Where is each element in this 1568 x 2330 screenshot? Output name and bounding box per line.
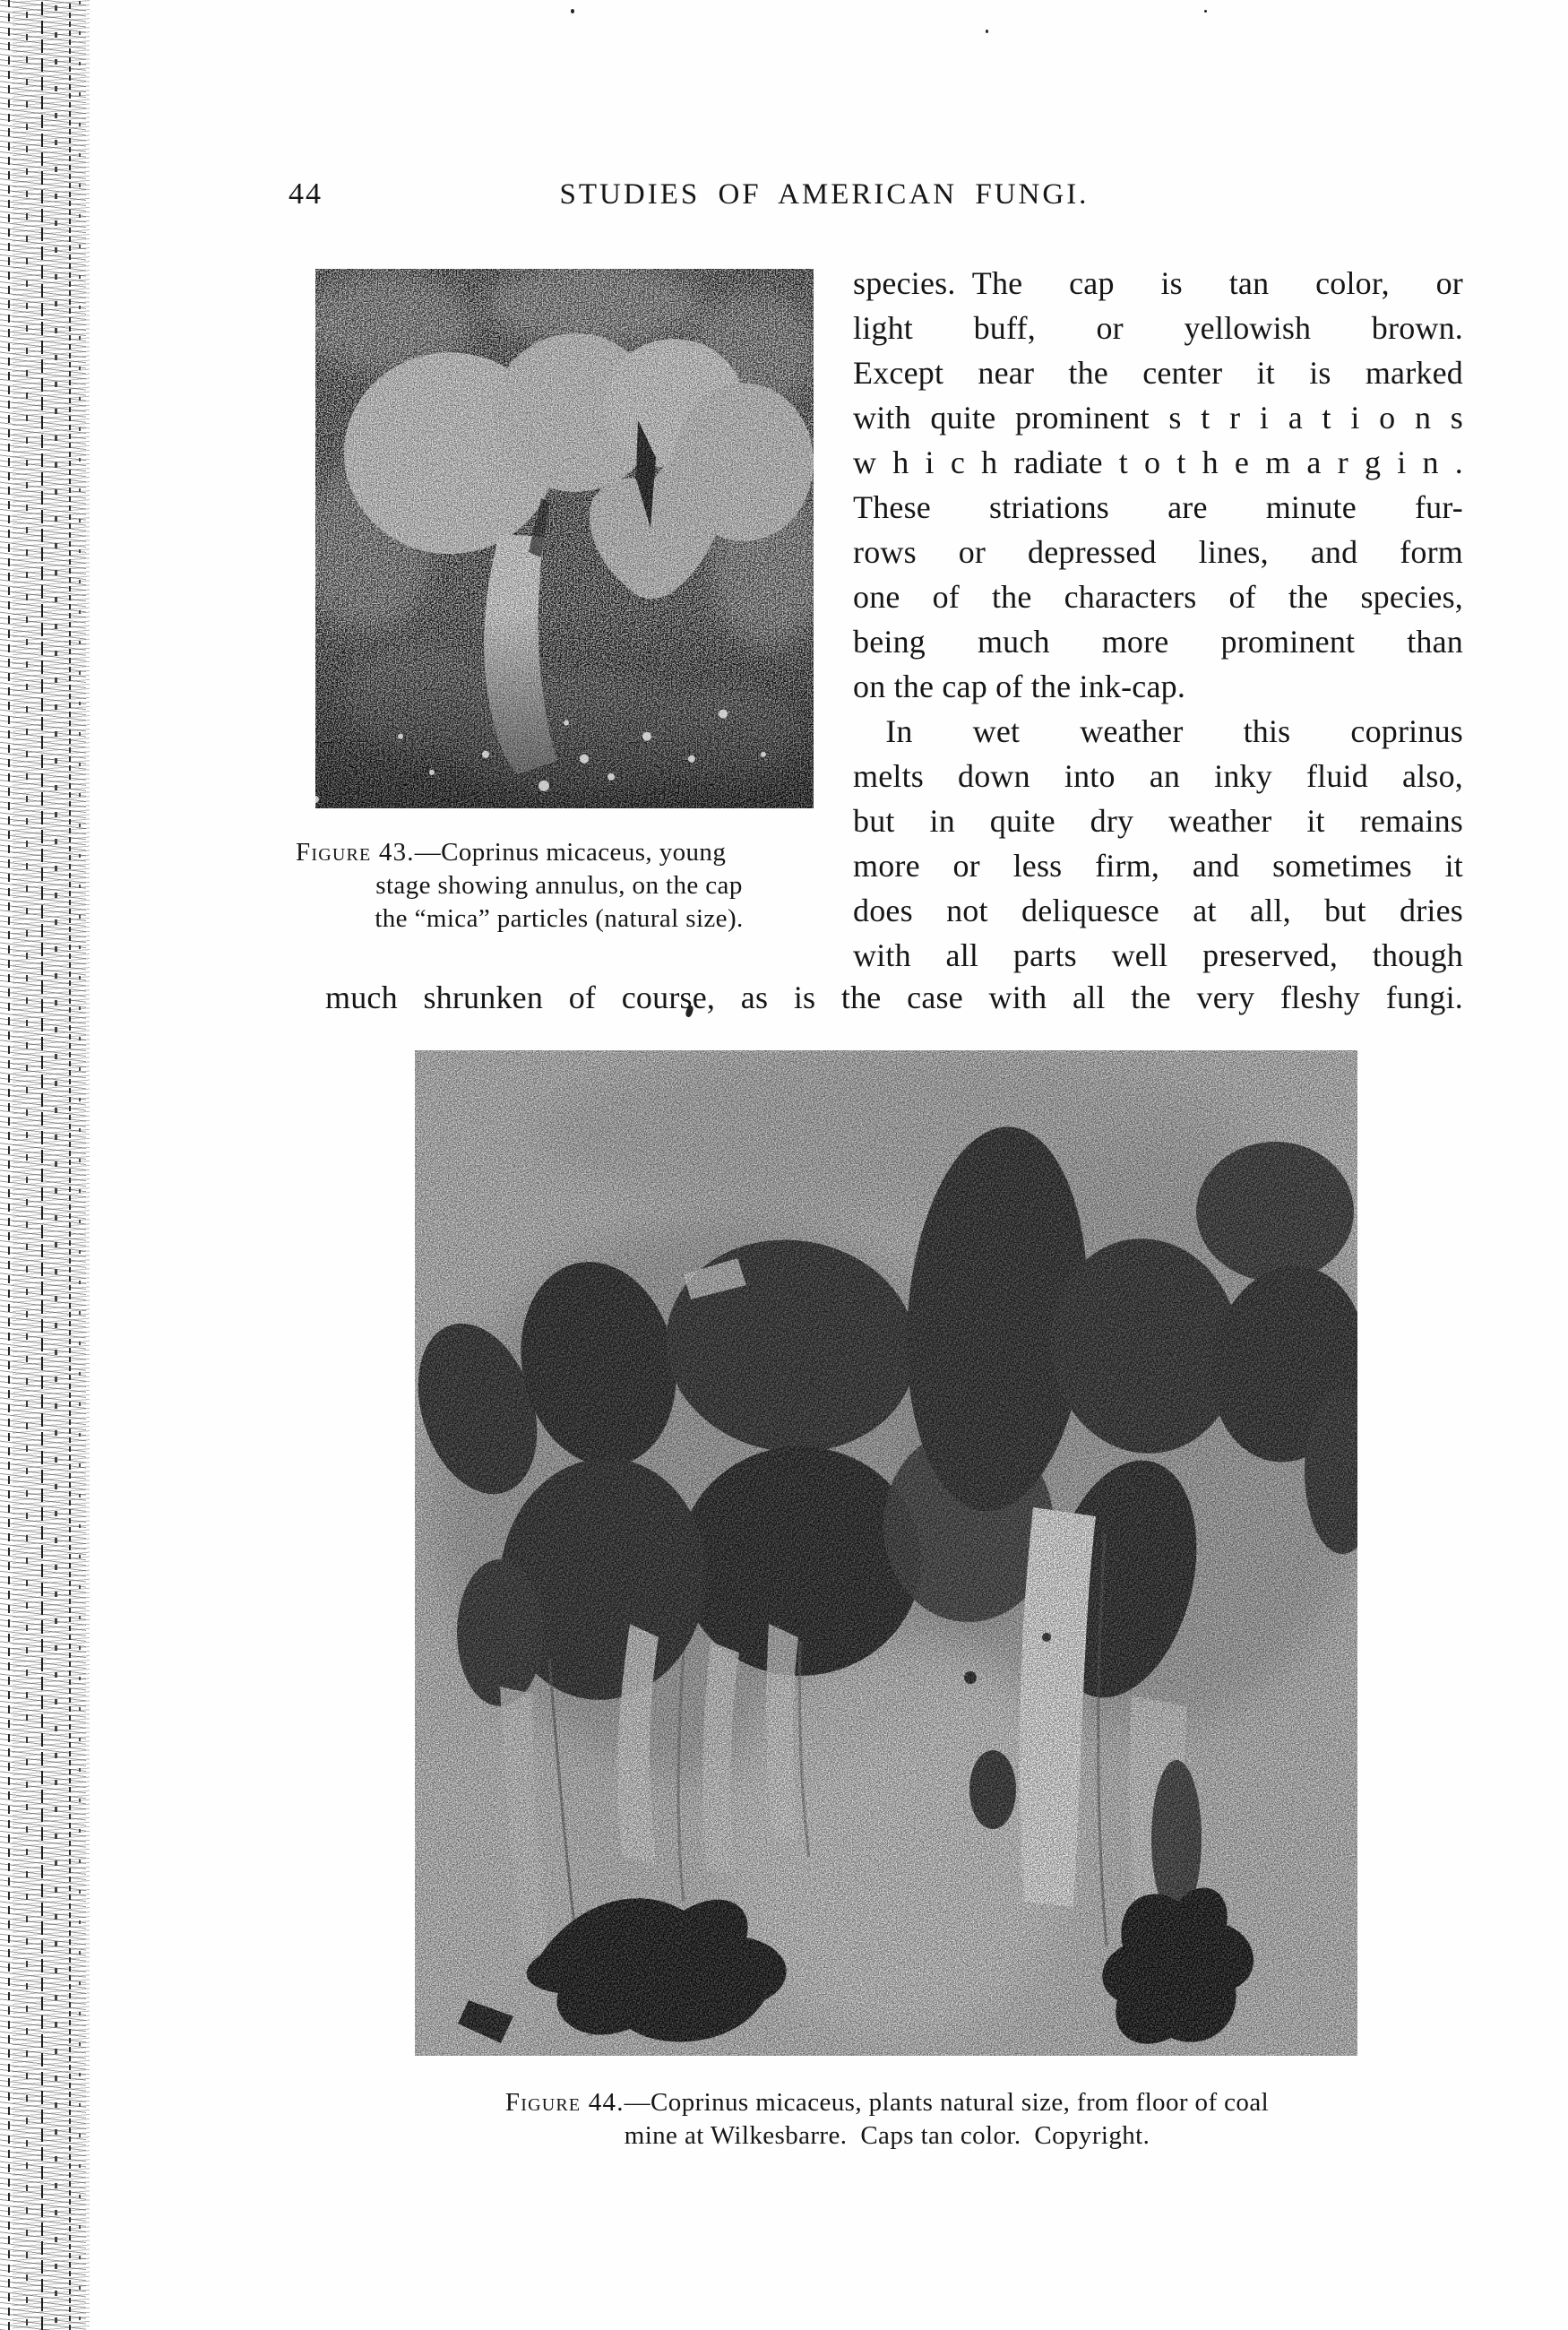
text-line: does not deliquesce at all, but dries (853, 893, 1463, 928)
scan-speck (1204, 10, 1207, 13)
caption-text: —Coprinus micaceus, young (414, 838, 727, 867)
caption-line (296, 836, 823, 869)
scan-speck (571, 9, 574, 13)
text-line: but in quite dry weather it remains (853, 803, 1463, 839)
text-line: rows or depressed lines, and form (853, 534, 1463, 570)
scan-speck (986, 30, 988, 33)
text-line: one of the characters of the species, (853, 579, 1463, 615)
text-line: In wet weather this coprinus (853, 713, 1463, 749)
figure44-label: Figure 44. (504, 2088, 625, 2117)
text-line: more or less firm, and sometimes it (853, 848, 1463, 884)
page-number: 44 (289, 177, 323, 211)
body-text-column (853, 261, 1463, 978)
caption-line: mine at Wilkesbarre. Caps tan color. Copyright. (624, 2121, 1150, 2150)
text-line: with quite prominent s t r i a t i o n s (853, 400, 1463, 436)
figure43-photo (315, 269, 814, 808)
figure43-photo-art (315, 269, 814, 808)
text-line: with all parts well preserved, though (853, 937, 1463, 973)
figure44-photo (415, 1050, 1357, 2056)
text-line: species. The cap is tan color, or (853, 265, 1463, 301)
caption-text: —Coprinus micaceus, plants natural size, from floor of coal (624, 2088, 1270, 2117)
scan-binding-noise (0, 0, 90, 2330)
body-text-full-line: much shrunken of course, as is the case with all the very fleshy fungi. (325, 979, 1463, 1015)
text-line: w h i c h radiate t o t h e m a r g i n . (853, 444, 1463, 480)
caption-line (408, 2086, 1366, 2119)
figure43-caption (296, 836, 823, 936)
text-line: light buff, or yellowish brown. (853, 310, 1463, 346)
text-line: melts down into an inky fluid also, (853, 758, 1463, 794)
figure44-caption (408, 2086, 1366, 2153)
text-line: Except near the center it is marked (853, 355, 1463, 391)
text-line: being much more prominent than (853, 624, 1463, 660)
figure43-label: Figure 43. (296, 838, 415, 867)
text-line: These striations are minute fur- (853, 489, 1463, 525)
text-line: on the cap of the ink-cap. (853, 669, 1186, 704)
caption-line: stage showing annulus, on the cap (375, 871, 743, 900)
caption-line: the “mica” particles (natural size). (375, 904, 744, 933)
figure44-photo-art (415, 1050, 1357, 2056)
running-header-title: STUDIES OF AMERICAN FUNGI. (559, 178, 1090, 211)
